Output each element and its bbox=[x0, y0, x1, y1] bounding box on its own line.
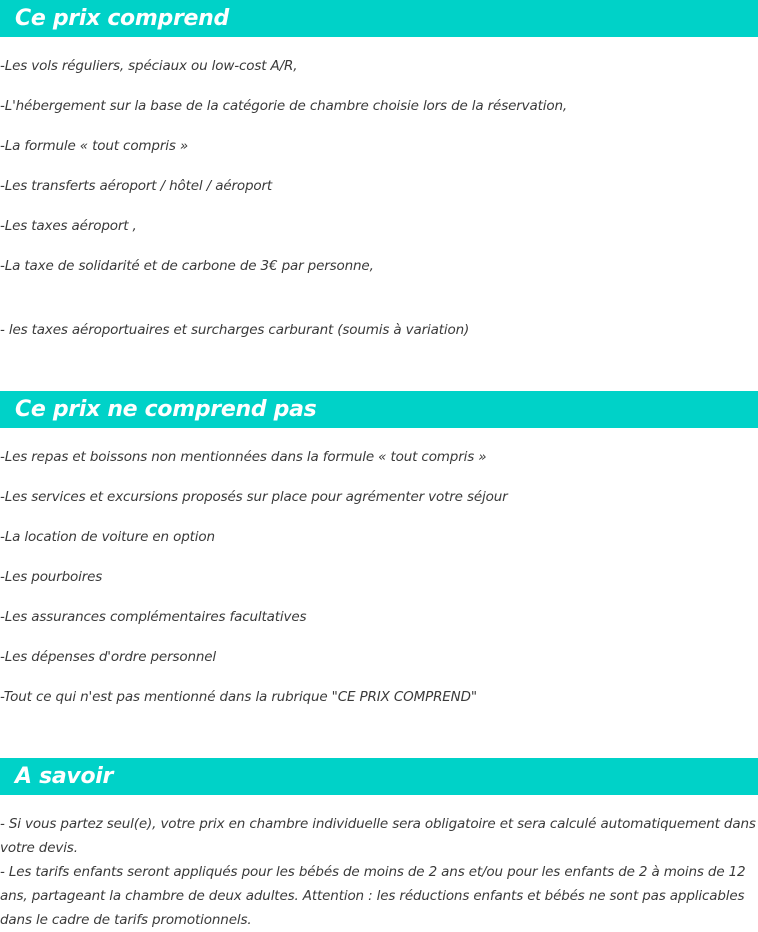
section-title-excludes: Ce prix ne comprend pas bbox=[15, 397, 317, 422]
list-item: -Les services et excursions proposés sur place pour agrémenter votre séjour bbox=[0, 489, 508, 505]
list-item: -Les taxes aéroport , bbox=[0, 218, 137, 234]
list-item: -Les dépenses d'ordre personnel bbox=[0, 649, 217, 665]
list-item: -Tout ce qui n'est pas mentionné dans la rubrique "CE PRIX COMPREND" bbox=[0, 689, 477, 705]
list-item: -Les vols réguliers, spéciaux ou low-cost A/R, bbox=[0, 58, 298, 74]
section-title-info: A savoir bbox=[15, 764, 114, 789]
list-item: -Les repas et boissons non mentionnées dans la formule « tout compris » bbox=[0, 449, 487, 465]
section-header-excludes bbox=[0, 391, 758, 428]
list-item: -L'hébergement sur la base de la catégorie de chambre choisie lors de la réservation, bbox=[0, 98, 568, 114]
list-item: -La location de voiture en option bbox=[0, 529, 215, 545]
section-title-includes: Ce prix comprend bbox=[15, 6, 229, 31]
list-item: - les taxes aéroportuaires et surcharges carburant (soumis à variation) bbox=[0, 322, 470, 338]
list-item: -Les transferts aéroport / hôtel / aéroport bbox=[0, 178, 273, 194]
info-paragraph: - Si vous partez seul(e), votre prix en chambre individuelle sera obligatoire et sera calculé automatiquement dans votre devis. bbox=[0, 816, 756, 856]
list-item: -La taxe de solidarité et de carbone de 3€ par personne, bbox=[0, 258, 374, 274]
info-paragraph: - Les tarifs enfants seront appliqués pour les bébés de moins de 2 ans et/ou pour les enfants de 2 à moins de 12 ans, partageant la chambre de deux adultes. Attention : les réductions enfants et bébés ne sont pas applicables dans le cadre de tarifs promotionnels. bbox=[0, 864, 746, 928]
list-item: -Les pourboires bbox=[0, 569, 103, 585]
section-header-info bbox=[0, 758, 758, 795]
list-item: -Les assurances complémentaires facultatives bbox=[0, 609, 307, 625]
section-header-includes bbox=[0, 0, 758, 37]
list-item: -La formule « tout compris » bbox=[0, 138, 189, 154]
